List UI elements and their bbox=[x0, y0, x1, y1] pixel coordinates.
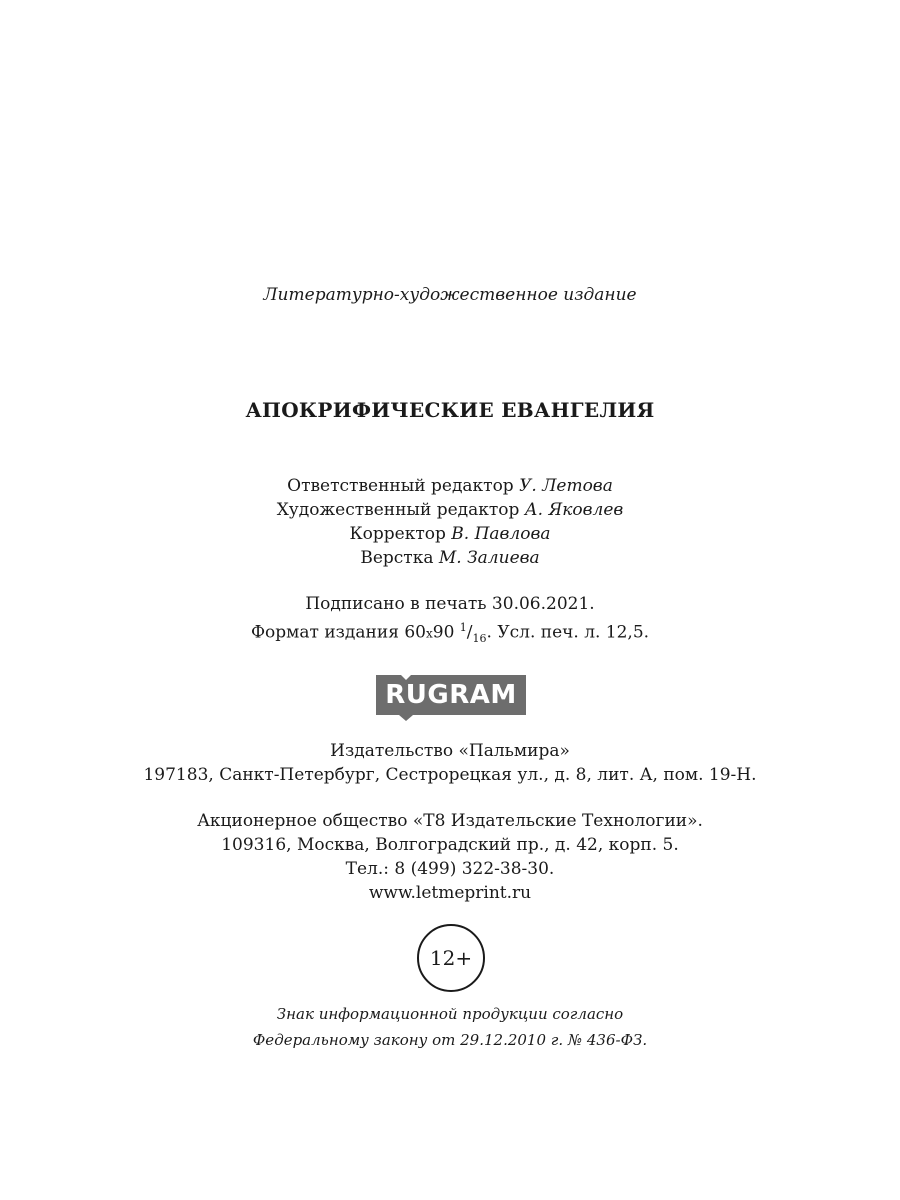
publisher-name: Издательство «Пальмира» bbox=[330, 741, 570, 761]
series-label: Литературно-художественное издание bbox=[263, 285, 637, 305]
credit-line: Художественный редактор А. Яковлев bbox=[276, 500, 624, 520]
rugram-logo: RUGRAM bbox=[376, 675, 526, 715]
format-line: Формат издания 60x90 $^1/_{16}$. Усл. печ. л. 12,5. bbox=[250, 621, 650, 646]
credit-line: Ответственный редактор У. Летова bbox=[287, 476, 613, 496]
credits bbox=[0, 474, 900, 570]
printer-address: 109316, Москва, Волгоградский пр., д. 42, корп. 5. bbox=[221, 835, 679, 855]
printer-phone: Тел.: 8 (499) 322-38-30. bbox=[345, 859, 555, 879]
publisher-address: 197183, Санкт-Петербург, Сестрорецкая ул., д. 8, лит. А, пом. 19-Н. bbox=[143, 765, 757, 785]
credit-line: Корректор В. Павлова bbox=[349, 524, 551, 544]
age-rating-badge: 12+ bbox=[417, 924, 485, 992]
print-info bbox=[0, 592, 900, 651]
book-title: АПОКРИФИЧЕСКИЕ ЕВАНГЕЛИЯ bbox=[245, 398, 655, 422]
signed-date: Подписано в печать 30.06.2021. bbox=[305, 594, 595, 614]
printer-name: Акционерное общество «Т8 Издательские Технологии». bbox=[197, 811, 703, 831]
printer-info bbox=[0, 809, 900, 905]
publisher-info bbox=[0, 739, 900, 787]
printer-url: www.letmeprint.ru bbox=[368, 883, 532, 903]
legal-notice: Знак информационной продукции согласно Федеральному закону от 29.12.2010 г. № 436-ФЗ. bbox=[252, 1005, 648, 1049]
credit-line: Верстка М. Залиева bbox=[360, 548, 540, 568]
